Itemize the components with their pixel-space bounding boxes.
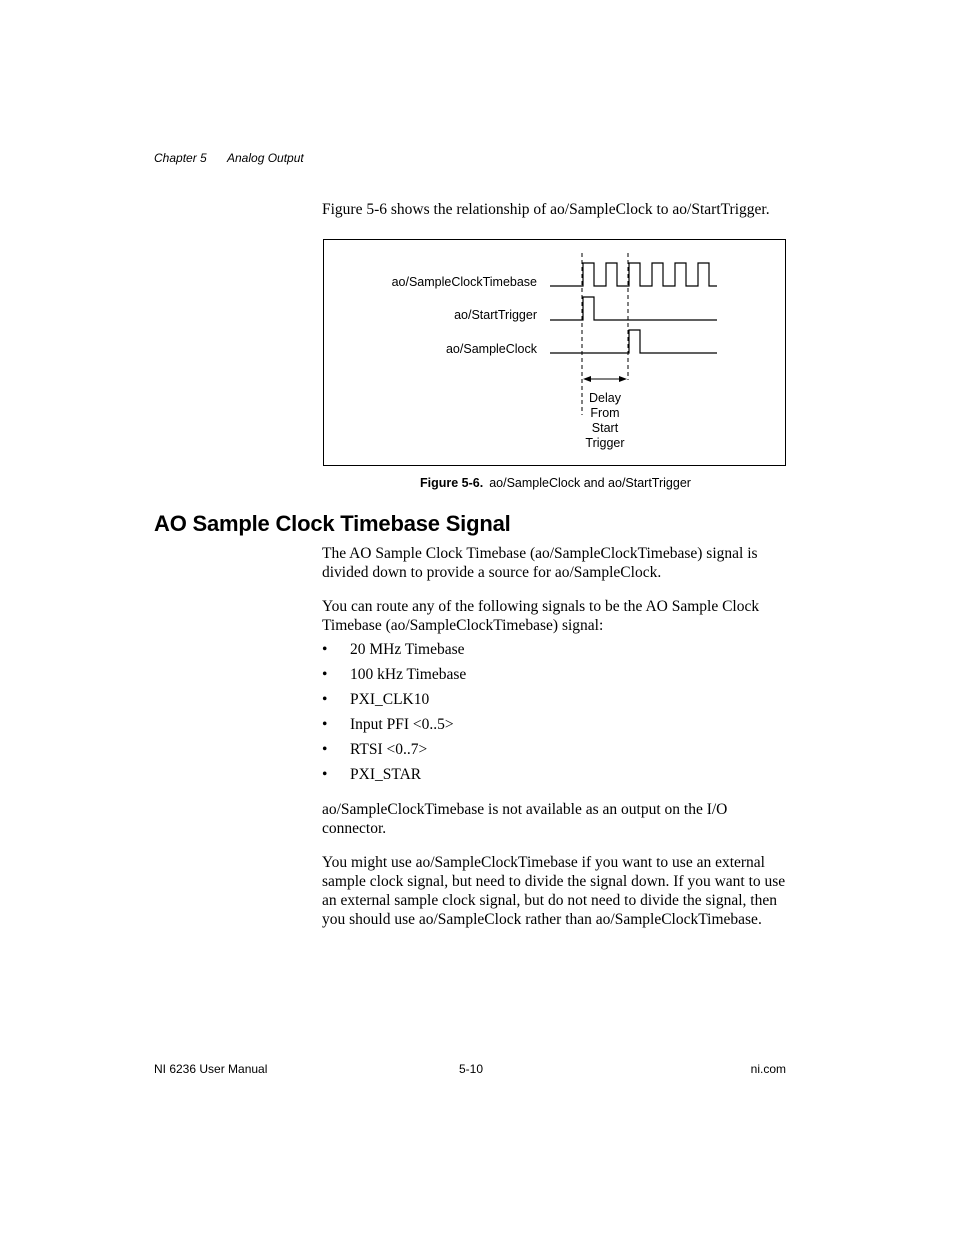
delay-arrow-head-left	[583, 376, 591, 382]
list-item	[322, 690, 466, 715]
bullet-icon: •	[322, 691, 328, 708]
timing-diagram	[323, 239, 786, 466]
figure-caption-number: Figure 5-6.	[420, 476, 484, 490]
signal-label-timebase: ao/SampleClockTimebase	[391, 275, 537, 289]
section-heading: AO Sample Clock Timebase Signal	[154, 511, 511, 536]
figure-caption	[420, 476, 691, 490]
header-section-title: Analog Output	[227, 151, 304, 165]
list-item-text: 20 MHz Timebase	[350, 641, 465, 658]
bullet-icon: •	[322, 766, 328, 783]
list-item	[322, 740, 466, 765]
bullet-icon: •	[322, 716, 328, 733]
delay-label-line: From	[590, 406, 620, 420]
list-item-text: PXI_CLK10	[350, 691, 430, 708]
waveform-start-trigger	[550, 297, 717, 320]
list-item-text: Input PFI <0..5>	[350, 716, 454, 733]
intro-paragraph: Figure 5-6 shows the relationship of ao/SampleClock to ao/StartTrigger.	[322, 201, 770, 218]
paragraph-2: You can route any of the following signals to be the AO Sample Clock Timebase (ao/SampleClockTimebase) signal:	[322, 598, 760, 634]
list-item-text: PXI_STAR	[350, 766, 422, 783]
header-chapter: Chapter 5	[154, 151, 207, 165]
paragraph-3: ao/SampleClockTimebase is not available as an output on the I/O connector.	[322, 801, 728, 837]
bullet-icon: •	[322, 641, 328, 658]
footer-manual-title: NI 6236 User Manual	[154, 1062, 268, 1076]
paragraph-1: The AO Sample Clock Timebase (ao/SampleClockTimebase) signal is divided down to provide a source for ao/SampleClock.	[322, 545, 758, 581]
list-item	[322, 765, 466, 790]
signal-label-sample-clock: ao/SampleClock	[445, 342, 537, 356]
delay-arrow-head-right	[619, 376, 627, 382]
list-item	[322, 640, 466, 665]
list-item-text: RTSI <0..7>	[350, 741, 428, 758]
list-item	[322, 665, 466, 690]
bullet-icon: •	[322, 741, 328, 758]
timebase-source-list	[322, 640, 466, 790]
paragraph-4: You might use ao/SampleClockTimebase if you want to use an external sample clock signal, but need to divide the signal down. If you want to use an external sample clock signal, but do not need to divide the signal, then you should use ao/SampleClock rather than ao/SampleClockTimebase.	[322, 854, 786, 928]
delay-label-line: Trigger	[585, 436, 625, 450]
footer-website: ni.com	[750, 1062, 786, 1076]
list-item-text: 100 kHz Timebase	[350, 666, 467, 683]
waveform-svg	[324, 240, 785, 465]
delay-label-line: Delay	[589, 391, 621, 405]
bullet-icon: •	[322, 666, 328, 683]
figure-caption-text: ao/SampleClock and ao/StartTrigger	[489, 476, 691, 490]
waveform-timebase	[550, 263, 717, 286]
delay-label-line: Start	[591, 421, 619, 435]
signal-label-start-trigger: ao/StartTrigger	[454, 308, 537, 322]
waveform-sample-clock	[550, 330, 717, 353]
list-item	[322, 715, 466, 740]
footer-page-number: 5-10	[459, 1062, 484, 1076]
delay-label	[574, 391, 636, 451]
